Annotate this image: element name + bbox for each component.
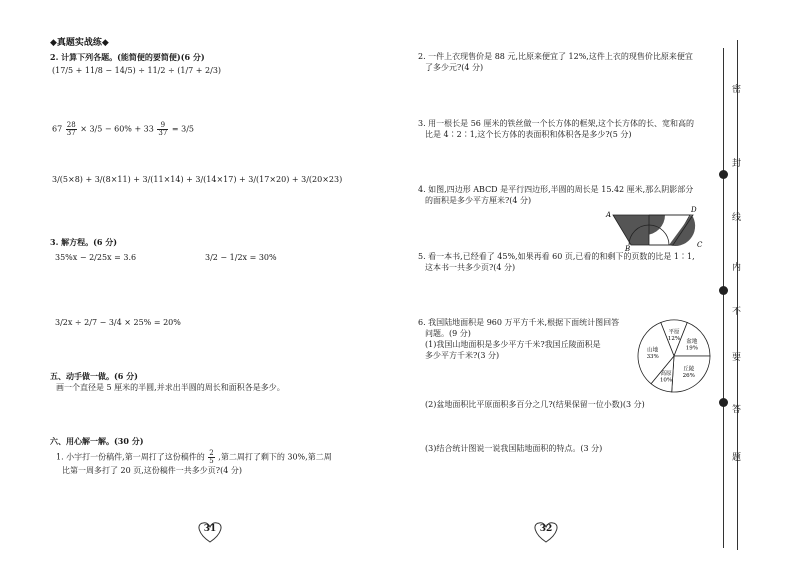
pie-label: 丘陵 (683, 366, 695, 373)
pie-label: 盆地 (686, 338, 698, 345)
r-q6-text: 6. 我国陆地面积是 960 万平方千米,根据下面统计图回答 (418, 318, 620, 327)
parallelogram-figure (605, 203, 705, 251)
r-q3-text: 3. 用一根长是 56 厘米的铁丝做一个长方体的框架,这个长方体的长、宽和高的 (418, 119, 694, 128)
page-number-right: 32 (526, 520, 566, 542)
seal-char: 内 (732, 263, 742, 273)
seal-char: 不 (732, 307, 742, 317)
r-q3-text2: 比是 4∶2∶1,这个长方体的表面积和体积各是多少?(5 分) (425, 130, 632, 139)
seal-char: 要 (732, 353, 742, 363)
q2-expr1: (17/5 + 11/8 − 14/5) ÷ 11/2 ÷ (1/7 + 2/3) (52, 66, 222, 75)
q3-title: 3. 解方程。(6 分) (50, 237, 118, 247)
q6-text1: 1. 小宇打一份稿件,第一周打了这份稿件的 $\frac{2}{5}$ ,第二周打了剩下的 30%,第二周 (56, 449, 332, 465)
pie-chart (634, 316, 714, 396)
pie-value: 26% (682, 373, 695, 380)
q6-title: 六、用心解一解。(30 分) (50, 436, 144, 446)
label-d: D (691, 206, 697, 214)
seal-char: 答 (732, 405, 742, 415)
q3-eq2: 3/2 − 1/2x = 30% (205, 253, 277, 262)
pie-value: 10% (659, 377, 673, 384)
q5-title: 五、动手做一做。(6 分) (50, 371, 138, 381)
r-q5-text: 5. 看一本书,已经看了 45%,如果再看 60 页,已看的和剩下的页数的比是 1∶1, (418, 252, 695, 261)
r-q6-sub3: (3)结合统计图说一说我国陆地面积的特点。(3 分) (425, 444, 603, 453)
q2-expr3: 3/(5×8) + 3/(8×11) + 3/(11×14) + 3/(14×17) + 3/(17×20) + 3/(20×23) (52, 175, 343, 184)
r-q6-sub2: (2)盆地面积比平原面积多百分之几?(结果保留一位小数)(3 分) (425, 400, 645, 409)
seal-char: 封 (732, 159, 742, 169)
pie-label: 山地 (647, 347, 659, 354)
section-header: ◆真题实战练◆ (50, 38, 109, 48)
r-q2-text: 2. 一件上衣现售价是 88 元,比原来便宜了 12%,这件上衣的现售价比原来便宜 (418, 52, 693, 61)
pie-value: 19% (685, 345, 698, 352)
seal-dot (719, 170, 728, 179)
r-q5-text2: 这本书一共多少页?(4 分) (425, 263, 516, 272)
seal-char: 密 (732, 85, 742, 95)
seal-dot (719, 286, 728, 295)
q3-eq1: 35%x − 2/25x = 3.6 (55, 253, 137, 262)
q2-expr2: 67 $\frac{28}{37}$ × 3/5 − 60% + 33 $\frac{9}{37}$ = 3/5 (52, 121, 195, 137)
r-q6-sub1b: 多少平方千米?(3 分) (425, 351, 500, 360)
pie-value: 33% (646, 354, 659, 361)
seal-line-outer (737, 40, 738, 550)
r-q2-text2: 了多少元?(4 分) (425, 63, 484, 72)
r-q6-sub1: (1)我国山地面积是多少平方千米?我国丘陵面积是 (425, 340, 601, 349)
r-q4-text: 4. 如图,四边形 ABCD 是平行四边形,半圆的周长是 15.42 厘米,那么阴影部分 (418, 185, 694, 194)
q6-text2: 比第一周多打了 20 页,这份稿件一共多少页?(4 分) (62, 466, 242, 475)
pie-label: 平原 (668, 329, 680, 336)
seal-char: 题 (732, 453, 742, 463)
q2-title: 2. 计算下列各题。(能简便的要简便)(6 分) (50, 52, 205, 62)
seal-char: 线 (732, 213, 742, 223)
page-number-left: 31 (190, 520, 230, 542)
label-c: C (697, 241, 703, 249)
label-b: B (625, 245, 631, 251)
q5-text: 画一个直径是 5 厘米的半圆,并求出半圆的周长和面积各是多少。 (56, 383, 285, 392)
q3-eq3: 3/2x ÷ 2/7 − 3/4 × 25% = 20% (55, 318, 181, 327)
pie-label: 高原 (660, 371, 672, 378)
seal-dot (719, 398, 728, 407)
r-q4-text2: 的面积是多少平方厘米?(4 分) (425, 196, 532, 205)
pie-value: 12% (667, 335, 681, 342)
seal-line (723, 48, 724, 548)
r-q6-text2: 问题。(9 分) (425, 329, 471, 338)
label-a: A (606, 211, 612, 219)
